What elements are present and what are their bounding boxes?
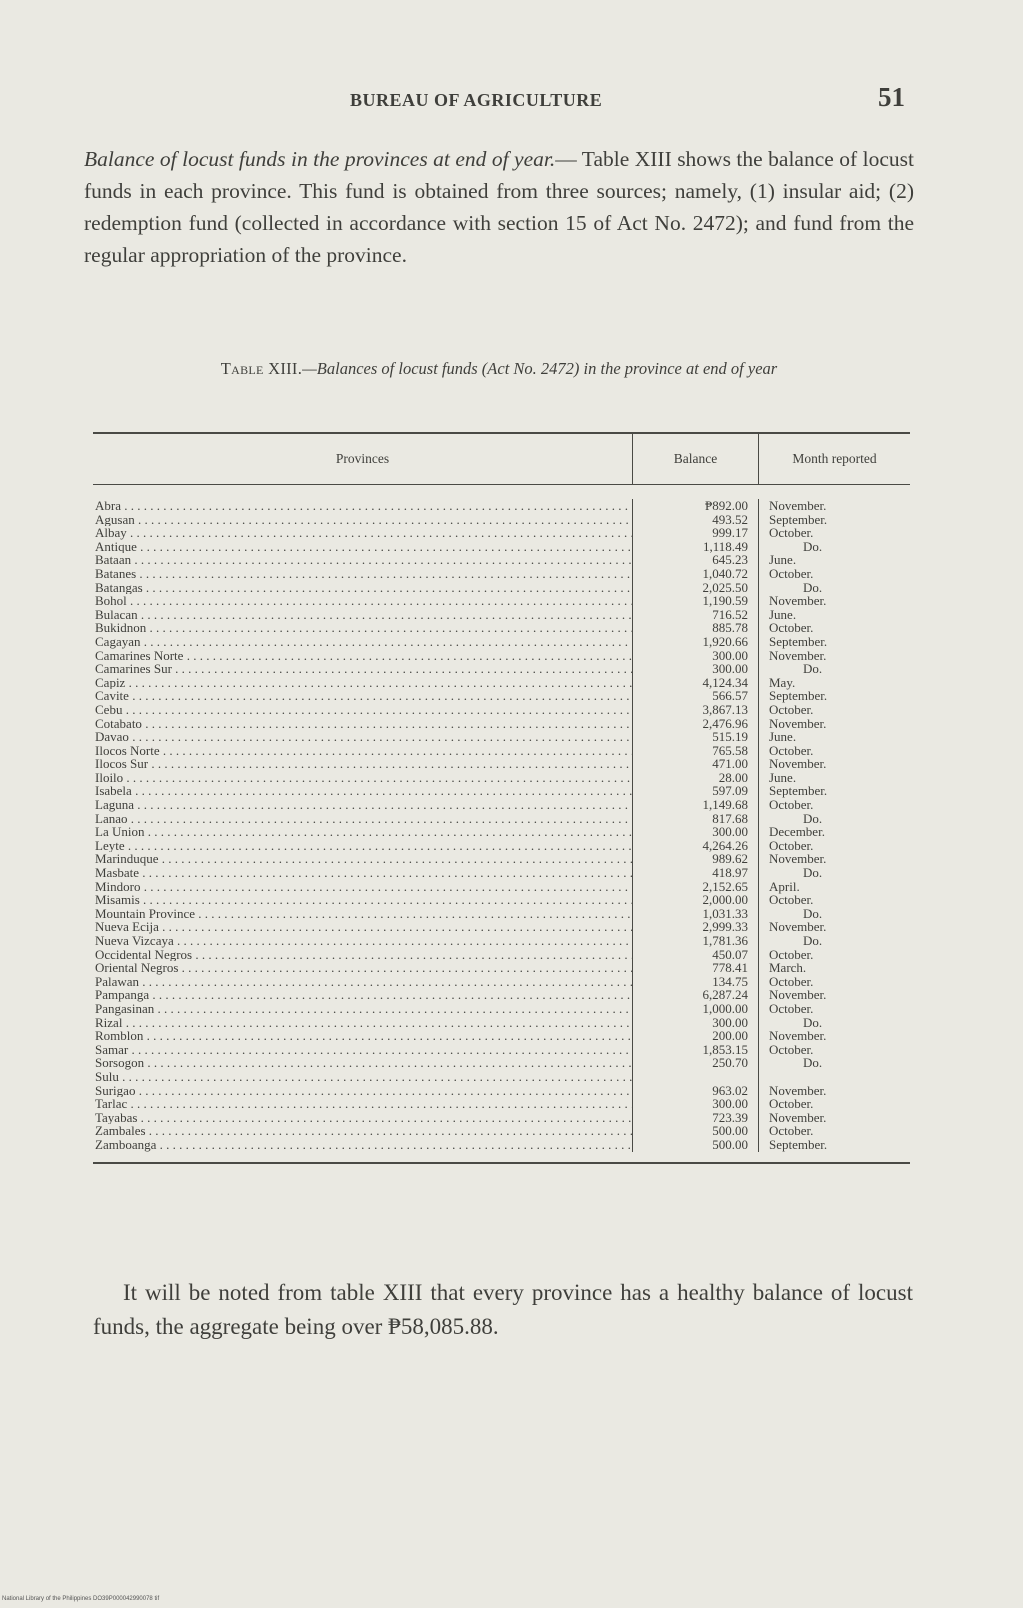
month-cell: October. [769,892,814,908]
month-cell: June. [769,729,797,745]
province-cell: Zamboanga . . . [95,1138,632,1152]
month-cell: Do. [803,579,823,595]
month-cell: June. [769,769,797,785]
month-cell: November. [769,851,827,867]
month-cell: April. [769,878,800,894]
table-bottom-rule [93,1162,910,1164]
scan-credit: National Library of the Philippines DO39P000042990078 tif [2,1596,160,1602]
month-column [759,499,910,1152]
provinces-column [93,499,633,1152]
balance-cell: 300.00 [712,1014,748,1030]
province-cell: Bukidnon . . . [95,621,632,635]
balance-cell: 1,000.00 [702,1000,748,1016]
month-cell: September. [769,511,828,527]
table-caption [84,357,914,381]
month-cell: November. [769,647,827,663]
locust-funds-table [93,432,910,1164]
province-cell: Antique . . . [95,540,632,554]
balance-cell: 134.75 [712,973,748,989]
balance-cell: 500.00 [712,1136,748,1152]
province-cell: Rizal . . . [95,1016,632,1030]
month-cell: October. [769,565,814,581]
header-month-reported: Month reported [792,451,877,466]
month-cell: December. [769,824,825,840]
balance-cell: 1,920.66 [702,633,748,649]
balance-column [633,499,759,1152]
province-cell: Misamis . . . [95,893,632,907]
balance-cell: 500.00 [712,1123,748,1139]
table-header-row [93,434,910,485]
balance-cell [633,1070,748,1084]
balance-cell: 1,190.59 [702,593,748,609]
province-cell: Davao . . . [95,730,632,744]
month-cell: October. [769,797,814,813]
month-cell: September. [769,1136,828,1152]
running-head [0,82,1023,128]
province-cell: Marinduque . . . [95,852,632,866]
month-cell: Do. [803,810,823,826]
balance-cell: 3,867.13 [702,701,748,717]
province-cell: Bataan . . . [95,553,632,567]
province-cell: Romblon . . . [95,1029,632,1043]
balance-cell: 999.17 [712,525,748,541]
month-cell: October. [769,1041,814,1057]
province-cell: Palawan . . . [95,975,632,989]
intro-paragraph [84,143,914,271]
balance-cell: 2,476.96 [702,715,748,731]
province-cell: Batangas . . . [95,581,632,595]
balance-cell: ₱892.00 [705,498,748,513]
province-cell: Nueva Ecija . . . [95,920,632,934]
province-cell: Batanes . . . [95,567,632,581]
balance-cell: 4,264.26 [702,837,748,853]
month-cell: June. [769,606,797,622]
province-cell: Cavite . . . [95,689,632,703]
province-cell: Ilocos Sur . . . [95,757,632,771]
balance-cell: 2,000.00 [702,892,748,908]
month-cell: Do. [803,1055,823,1071]
province-cell: Samar . . . [95,1043,632,1057]
province-cell: Occidental Negros . . . [95,948,632,962]
table-body [93,485,910,1154]
province-cell: Iloilo . . . [95,771,632,785]
balance-cell: 300.00 [712,1096,748,1112]
month-cell: November. [769,498,827,513]
province-cell: Zambales . . . [95,1124,632,1138]
province-cell: Masbate . . . [95,866,632,880]
month-cell: September. [769,633,828,649]
balance-cell: 1,040.72 [702,565,748,581]
balance-cell: 989.62 [712,851,748,867]
month-cell: November. [769,1082,827,1098]
balance-cell: 723.39 [712,1109,748,1125]
balance-cell: 471.00 [712,756,748,772]
province-cell: Camarines Norte . . . [95,649,632,663]
balance-cell: 1,031.33 [702,905,748,921]
province-cell: Surigao . . . [95,1084,632,1098]
table-caption-label: Table XIII. [220,359,303,378]
month-cell: October. [769,525,814,541]
intro-lead: Balance of locust funds in the provinces at end of year. [84,147,556,171]
month-cell: September. [769,688,828,704]
header-provinces: Provinces [93,434,633,484]
month-cell [769,1070,910,1084]
month-cell: Do. [803,865,823,881]
province-cell: Pangasinan . . . [95,1002,632,1016]
balance-cell: 645.23 [712,552,748,568]
month-cell: October. [769,742,814,758]
month-cell: November. [769,715,827,731]
balance-cell: 1,149.68 [702,797,748,813]
province-cell: Isabela . . . [95,784,632,798]
province-cell: Abra . . . [95,499,632,513]
balance-cell: 1,118.49 [702,538,748,554]
balance-cell: 1,781.36 [702,933,748,948]
intro-text: — Table XIII shows the balance of locust funds in each province. This fund is obtained from three sources; namely, (1) insular aid; (2) redemption fund (collected in accordance with section 15 of Act No. 2472); and fund from the regular appropriation of the province. [84,147,914,267]
balance-cell: 716.52 [712,606,748,622]
month-cell: October. [769,837,814,853]
province-cell: Leyte . . . [95,839,632,853]
province-cell: Oriental Negros . . . [95,961,632,975]
balance-cell: 963.02 [712,1082,748,1098]
balance-cell: 450.07 [712,946,748,962]
province-cell: Bulacan . . . [95,608,632,622]
province-cell: Ilocos Norte . . . [95,744,632,758]
province-cell: Cebu . . . [95,703,632,717]
province-cell: La Union . . . [95,825,632,839]
month-cell: November. [769,919,827,935]
month-cell: October. [769,946,814,962]
province-cell: Cotabato . . . [95,717,632,731]
province-cell: Sulu . . . [95,1070,632,1084]
month-cell: Do. [803,538,823,554]
month-cell: Do. [803,933,823,948]
month-cell: November. [769,1028,827,1044]
province-cell: Cagayan . . . [95,635,632,649]
month-cell: September. [769,783,828,799]
month-cell: October. [769,701,814,717]
balance-cell: 28.00 [718,769,748,785]
balance-cell: 250.70 [712,1055,748,1071]
page-number: 51 [878,82,905,112]
province-cell: Camarines Sur . . . [95,662,632,676]
month-cell: October. [769,973,814,989]
province-cell: Agusan . . . [95,513,632,527]
balance-cell: 778.41 [712,960,748,976]
month-cell: October. [769,1123,814,1139]
balance-cell: 300.00 [712,824,748,840]
province-cell: Mountain Province . . . [95,907,632,921]
province-cell: Bohol . . . [95,594,632,608]
balance-cell: 515.19 [712,729,748,745]
balance-cell: 6,287.24 [702,987,748,1003]
province-cell: Nueva Vizcaya . . . [95,934,632,948]
province-cell: Laguna . . . [95,798,632,812]
month-cell: October. [769,1096,814,1112]
balance-cell: 1,853.15 [702,1041,748,1057]
balance-cell: 2,999.33 [702,919,748,935]
balance-cell: 765.58 [712,742,748,758]
province-cell: Capiz . . . [95,676,632,690]
balance-cell: 566.57 [712,688,748,704]
balance-cell: 597.09 [712,783,748,799]
province-cell: Pampanga . . . [95,988,632,1002]
balance-cell: 4,124.34 [702,674,748,690]
balance-cell: 418.97 [712,865,748,881]
balance-cell: 493.52 [712,511,748,527]
province-cell: Tarlac . . . [95,1097,632,1111]
province-cell: Lanao . . . [95,812,632,826]
month-cell: June. [769,552,797,568]
month-cell: Do. [803,661,823,677]
closing-paragraph: It will be noted from table XIII that every province has a healthy balance of locust funds, the aggregate being over ₱58,085.88. [93,1280,913,1339]
province-cell: Tayabas . . . [95,1111,632,1125]
month-cell: October. [769,620,814,636]
month-cell: Do. [803,1014,823,1030]
balance-cell: 2,025.50 [702,579,748,595]
table-caption-text: —Balances of locust funds (Act No. 2472) in the province at end of year [302,359,778,378]
month-cell: May. [769,674,796,690]
balance-cell: 817.68 [712,810,748,826]
month-cell: Do. [803,905,823,921]
balance-cell: 200.00 [712,1028,748,1044]
header-balance: Balance [633,434,759,484]
balance-cell: 300.00 [712,661,748,677]
province-cell: Albay . . . [95,526,632,540]
month-cell: October. [769,1000,814,1016]
balance-cell: 300.00 [712,647,748,663]
province-cell: Sorsogon . . . [95,1056,632,1070]
balance-cell: 885.78 [712,620,748,636]
month-cell: November. [769,1109,827,1125]
month-cell: November. [769,593,827,609]
month-cell: November. [769,756,827,772]
balance-cell: 2,152.65 [702,878,748,894]
month-cell: November. [769,987,827,1003]
province-cell: Mindoro . . . [95,880,632,894]
month-cell: March. [769,960,807,976]
running-title: BUREAU OF AGRICULTURE [350,90,603,110]
